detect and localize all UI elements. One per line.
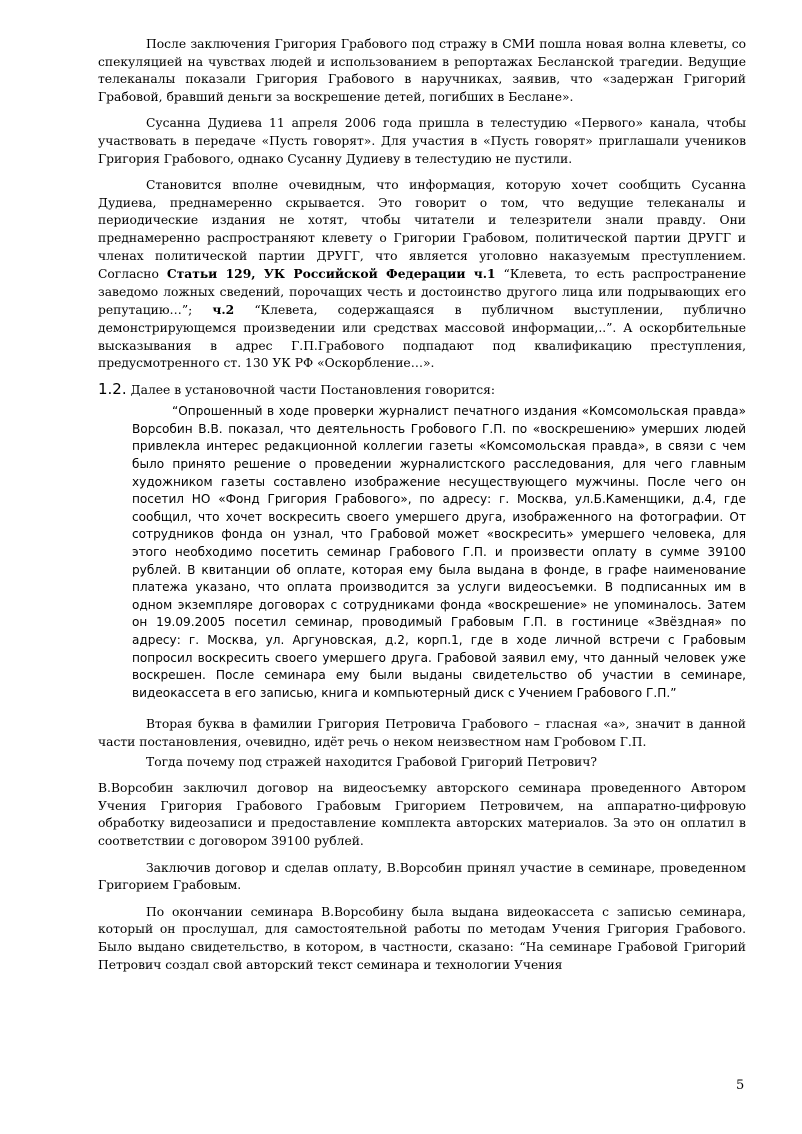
quoted-resolution-text: “Опрошенный в ходе проверки журналист печатного издания «Комсомольская правда» Ворсобин В.В. показал, что деятельность Гробового Г.П. по «воскрешению» умерших людей привлекла интерес редакционной коллегии газеты «Комсомольская правда», в связи с чем было принято решение о проведении журналистского расследования, для чего главным художником газеты составлено изображение несуществующего мужчины. После чего он посетил НО «Фонд Григория Грабового», по адресу: г. Москва, ул.Б.Каменщики, д.4, где сообщил, что хочет воскресить своего умершего друга, изображенного на фотографии. От сотрудников фонда он узнал, что Грабовой может «воскресить» умершего человека, для этого необходимо посетить семинар Грабового Г.П. и произвести оплату в сумме 39100 рублей. В квитанции об оплате, которая ему была выдана в фонде, в графе наименование платежа указано, что оплата производится за услуги видеосъемки. В подписанных им в одном экземпляре договорах с сотрудниками фонда «воскрешение» не упоминалось. Затем он 19.09.2005 посетил семинар, проводимый Грабовым Г.П. в гостинице «Звёздная» по адресу: г. Москва, ул. Аргуновская, д.2, корп.1, где в ходе личной встречи с Грабовым попросил воскресить своего умершего друга. Грабовой заявил ему, что данный человек уже воскрешен. После семинара ему были выданы свидетельство об участии в семинаре, видеокассета в его записью, книга и компьютерный диск с Учением Грабового Г.П.”: [132, 404, 746, 700]
law-text-part-2: “Клевета, то есть распространение заведомо ложных сведений, порочащих честь и достоинство другого лица или подрывающих его репутацию…”;: [98, 267, 746, 318]
paragraph-contract: В.Ворсобин заключил договор на видеосъемку авторского семинара проведенного Автором Учения Григория Грабового Грабовым Григорием Петровичем, на аппаратно-цифровую обработку видеозаписи и предоставление комплекта авторских материалов. За это он оплатил в соответствии с договором 39100 рублей.: [98, 781, 746, 848]
section-heading: [98, 381, 746, 400]
paragraph-question: Тогда почему под стражей находится Грабовой Григорий Петрович?: [146, 754, 597, 769]
paragraph-seminar-participation: Заключив договор и сделав оплату, В.Ворсобин принял участие в семинаре, проведенном Григорием Грабовым.: [98, 860, 746, 893]
section-intro-text: Далее в установочной части Постановления говорится:: [130, 382, 495, 397]
quoted-resolution-block: [132, 403, 746, 702]
paragraph-slander-law: [98, 177, 746, 373]
document-page: [98, 36, 746, 974]
paragraph-videocassette: По окончании семинара В.Ворсобину была выдана видеокассета с записью семинара, который он прослушал, для самостоятельной работы по методам Учения Григория Грабового. Было выдано свидетельство, в котором, в частности, сказано: “На семинаре Грабовой Григорий Петрович создал свой авторский текст семинара и технологии Учения: [98, 904, 746, 972]
law-text-part-3: “Клевета, содержащаяся в публичном выступлении, публично демонстрирующемся произведении или средствах массовой информации,..”. А оскорбительные высказывания в адрес Г.П.Грабового подпадают под квалификацию преступления, предусмотренного ст. 130 УК РФ «Оскорбление…».: [98, 303, 746, 371]
page-number: 5: [736, 1078, 745, 1093]
law-text-part-1: Становится вполне очевидным, что информация, которую хочет сообщить Сусанна Дудиева, преднамеренно скрывается. Это говорит о том, что ведущие телеканалы и периодические издания не хотят, чтобы читатели и телезрители знали правду. Они преднамеренно распространяют клевету о Григории Грабовом, политической партии ДРУГГ и членах политической партии ДРУГГ, что является уголовно наказуемым преступлением. Согласно: [98, 178, 746, 282]
paragraph-arrest-slander: После заключения Григория Грабового под стражу в СМИ пошла новая волна клеветы, со спекуляцией на чувствах людей и использованием в репортажах Бесланской трагедии. Ведущие телеканалы показали Григория Грабового в наручниках, заявив, что «задержан Григорий Грабовой, бравший деньги за воскрешение детей, погибших в Беслане».: [98, 37, 746, 104]
law-article-129: Статьи 129, УК Российской Федерации ч.1: [166, 266, 496, 282]
law-part-2-label: ч.2: [212, 302, 235, 318]
section-number: 1.2.: [98, 379, 127, 398]
paragraph-vowel-note: Вторая буква в фамилии Григория Петровича Грабового – гласная «а», значит в данной части постановления, очевидно, идёт речь о неком неизвестном нам Гробовом Г.П.: [98, 717, 746, 749]
paragraph-dudieva-studio: Сусанна Дудиева 11 апреля 2006 года пришла в телестудию «Первого» канала, чтобы участвовать в передаче «Пусть говорят». Для участия в «Пусть говорят» приглашали учеников Григория Грабового, однако Сусанну Дудиеву в телестудию не пустили.: [98, 116, 746, 166]
